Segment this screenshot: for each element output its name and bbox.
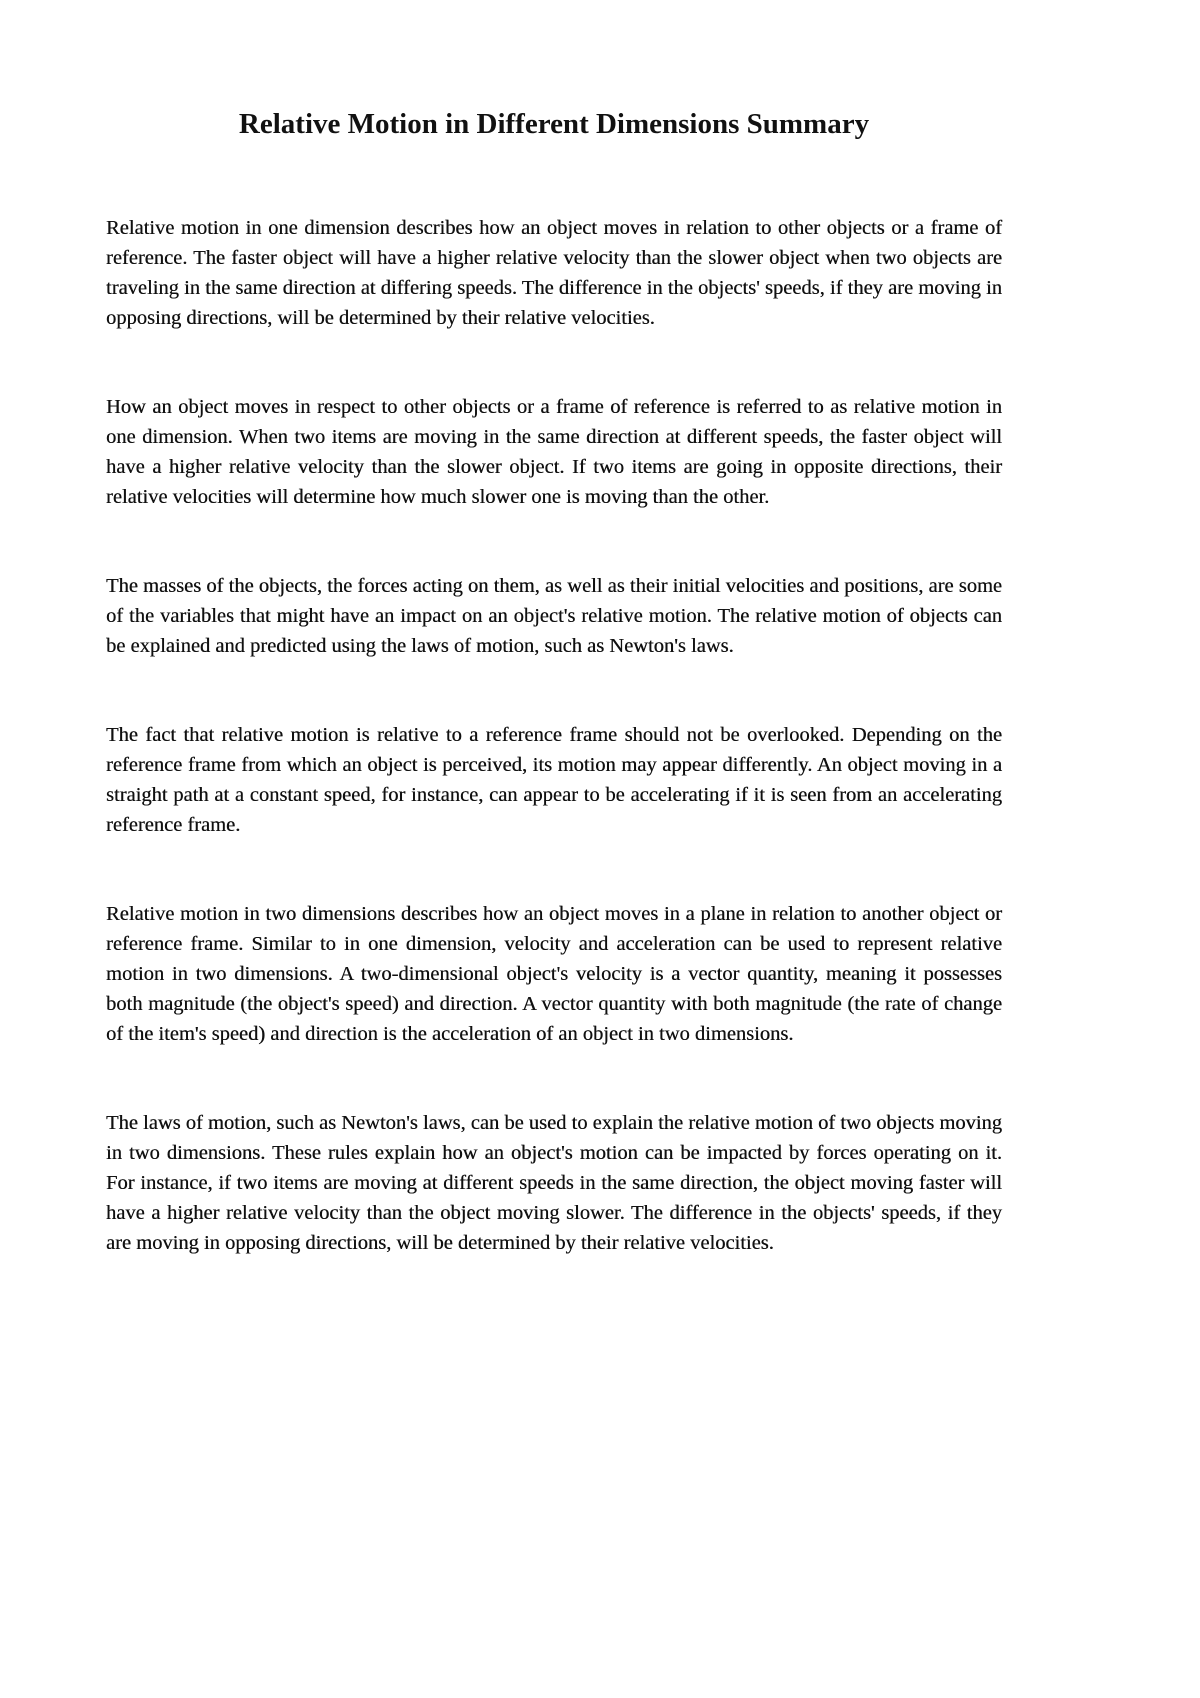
document-body <box>106 213 1002 1317</box>
paragraph: How an object moves in respect to other objects or a frame of reference is referred to as relative motion in one dimension. When two items are moving in the same direction at different speeds, the faster object will have a higher relative velocity than the slower object. If two items are going in opposite directions, their relative velocities will determine how much slower one is moving than the other. <box>106 396 1002 508</box>
paragraph: Relative motion in two dimensions describes how an object moves in a plane in relation to another object or reference frame. Similar to in one dimension, velocity and acceleration can be used to represent relative motion in two dimensions. A two-dimensional object's velocity is a vector quantity, meaning it possesses both magnitude (the object's speed) and direction. A vector quantity with both magnitude (the rate of change of the item's speed) and direction is the acceleration of an object in two dimensions. <box>106 903 1002 1045</box>
paragraph: The laws of motion, such as Newton's laws, can be used to explain the relative motion of two objects moving in two dimensions. These rules explain how an object's motion can be impacted by forces operating on it. For instance, if two items are moving at different speeds in the same direction, the object moving faster will have a higher relative velocity than the object moving slower. The difference in the objects' speeds, if they are moving in opposing directions, will be determined by their relative velocities. <box>106 1112 1002 1254</box>
paragraph: Relative motion in one dimension describes how an object moves in relation to other objects or a frame of reference. The faster object will have a higher relative velocity than the slower object when two objects are traveling in the same direction at differing speeds. The difference in the objects' speeds, if they are moving in opposing directions, will be determined by their relative velocities. <box>106 217 1002 329</box>
paragraph: The fact that relative motion is relative to a reference frame should not be overlooked. Depending on the reference frame from which an object is perceived, its motion may appear differently. An object moving in a straight path at a constant speed, for instance, can appear to be accelerating if it is seen from an accelerating reference frame. <box>106 724 1002 836</box>
document-title: Relative Motion in Different Dimensions Summary <box>238 108 870 140</box>
paragraph: The masses of the objects, the forces acting on them, as well as their initial velocities and positions, are some of the variables that might have an impact on an object's relative motion. The relative motion of objects can be explained and predicted using the laws of motion, such as Newton's laws. <box>106 575 1002 657</box>
